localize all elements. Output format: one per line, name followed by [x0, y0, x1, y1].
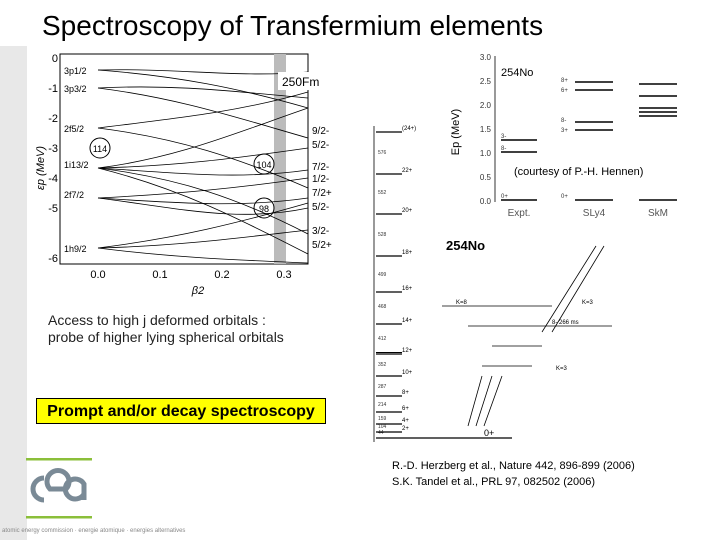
- nucleus-label-fm: 250Fm: [282, 75, 320, 89]
- caption-line: probe of higher lying spherical orbitals: [48, 329, 284, 345]
- magic-number-98: 98: [258, 204, 270, 214]
- column-label: Expt.: [507, 208, 531, 219]
- right-label: 7/2-: [312, 162, 330, 173]
- level-label: 0+: [561, 194, 568, 200]
- band-label: 4+: [402, 418, 409, 424]
- y-tick: 1.0: [479, 149, 491, 158]
- level-label: 3-: [501, 134, 507, 140]
- right-label: 5/2+: [312, 240, 332, 251]
- ground-state-label: 0+: [484, 428, 495, 438]
- k-label: K=3: [556, 366, 567, 372]
- courtesy-note: (courtesy of P.-H. Hennen): [514, 166, 644, 178]
- reference: S.K. Tandel et al., PRL 97, 082502 (2006): [392, 476, 596, 488]
- y-tick: 0.5: [479, 173, 491, 182]
- x-tick: 0.1: [152, 269, 168, 281]
- y-tick: -1: [48, 83, 58, 95]
- y-tick: -3: [48, 143, 58, 155]
- band-label: 8+: [402, 390, 409, 396]
- right-label: 5/2-: [312, 140, 330, 151]
- k-label: K=3: [582, 300, 593, 306]
- k-label: K=8: [456, 300, 467, 306]
- energy-label: 352: [378, 362, 387, 368]
- reference: R.-D. Herzberg et al., Nature 442, 896-899 (2006): [392, 460, 635, 472]
- y-tick: -2: [48, 113, 58, 125]
- x-tick: 0.0: [90, 269, 106, 281]
- nucleus-label-decay: 254No: [446, 238, 486, 253]
- column-label: SLy4: [582, 208, 606, 219]
- energy-label: 159: [378, 416, 387, 422]
- band-label: 16+: [402, 286, 413, 292]
- y-axis-label: εp (MeV): [35, 146, 47, 190]
- caption: [48, 312, 284, 346]
- orbital-label: 1h9/2: [64, 244, 87, 254]
- y-tick: 3.0: [479, 53, 491, 62]
- y-tick: 2.5: [479, 77, 491, 86]
- x-tick: 0.3: [276, 269, 292, 281]
- y-tick: -6: [48, 253, 58, 265]
- band-label: 22+: [402, 168, 413, 174]
- energy-label: 552: [378, 190, 387, 196]
- band-label: 6+: [402, 406, 409, 412]
- y-tick: 0: [51, 53, 58, 65]
- right-label: 9/2-: [312, 126, 330, 137]
- x-axis-label: β2: [191, 285, 205, 297]
- band-label: 10+: [402, 370, 413, 376]
- level-label: 8-: [561, 118, 567, 124]
- level-label: 0+: [501, 194, 508, 200]
- references: [392, 458, 635, 490]
- level-label: 6+: [561, 88, 568, 94]
- right-label: 7/2+: [312, 188, 332, 199]
- right-label: 1/2-: [312, 174, 330, 185]
- highlight-box: Prompt and/or decay spectroscopy: [36, 398, 326, 424]
- orbital-label: 2f7/2: [64, 190, 85, 200]
- orbital-label: 3p3/2: [64, 84, 87, 94]
- energy-label: 104: [378, 424, 387, 430]
- band-label: 18+: [402, 250, 413, 256]
- y-tick: 1.5: [479, 125, 491, 134]
- y-tick: 2.0: [479, 101, 491, 110]
- orbital-label: 1i13/2: [64, 160, 89, 170]
- cea-logo: [22, 456, 96, 522]
- band-label: 20+: [402, 208, 413, 214]
- column-label: SkM: [648, 208, 668, 219]
- magic-number-114: 114: [92, 144, 108, 154]
- isomer-label: 8- 266 ms: [552, 320, 579, 326]
- magic-number-104: 104: [256, 160, 272, 170]
- energy-label: 499: [378, 272, 387, 278]
- nucleus-label-no: 254No: [501, 67, 534, 79]
- level-label: 3+: [561, 128, 568, 134]
- y-axis-label: Ep (MeV): [450, 108, 462, 156]
- energy-label: 528: [378, 232, 387, 238]
- caption-line: Access to high j deformed orbitals :: [48, 312, 266, 328]
- right-label: 5/2-: [312, 202, 330, 213]
- band-label: 12+: [402, 348, 413, 354]
- energy-label: 44: [378, 430, 384, 436]
- energy-label: 287: [378, 384, 387, 390]
- energy-label: 412: [378, 336, 387, 342]
- band-label: 2+: [402, 426, 409, 432]
- decay-scheme: [372, 126, 630, 446]
- slide-title: Spectroscopy of Transfermium elements: [42, 10, 544, 41]
- level-label: 8-: [501, 146, 507, 152]
- y-tick: 0.0: [479, 197, 491, 206]
- energy-label: 214: [378, 402, 387, 408]
- level-label: 8+: [561, 78, 568, 84]
- right-label: 3/2-: [312, 226, 330, 237]
- orbital-label: 3p1/2: [64, 66, 87, 76]
- orbital-label: 2f5/2: [64, 124, 85, 134]
- energy-label: 468: [378, 304, 387, 310]
- y-tick: -5: [48, 203, 58, 215]
- nilsson-diagram: [35, 48, 346, 297]
- band-label: 14+: [402, 318, 413, 324]
- footer-text: atomic energy commission · energie atomique · energies alternatives: [2, 528, 186, 534]
- x-tick: 0.2: [214, 269, 230, 281]
- energy-label: 576: [378, 150, 387, 156]
- y-tick: -4: [48, 173, 58, 185]
- band-label: (24+): [402, 126, 417, 132]
